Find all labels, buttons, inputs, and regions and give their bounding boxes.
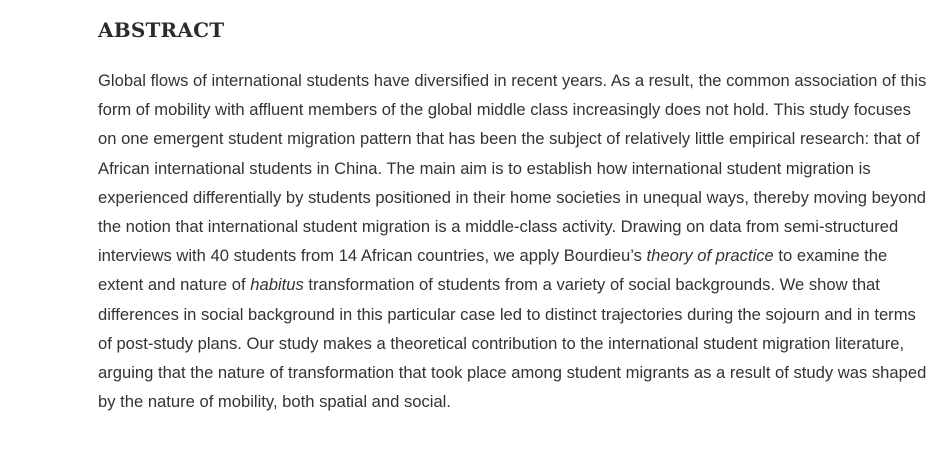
abstract-italic-term: theory of practice: [646, 246, 774, 266]
abstract-text: to examine the extent and nature of: [98, 246, 888, 295]
abstract-section: [98, 16, 928, 416]
abstract-body: [98, 66, 928, 416]
abstract-heading: ABSTRACT: [98, 18, 225, 42]
abstract-text: transformation of students from a variety of social backgrounds. We show that differences in social background in this particular case led to distinct trajectories during the sojourn and in terms of post-study plans. Our study makes a theoretical contribution to the international student migration literature, arguing that the nature of transformation that took place among student migrants as a result of study was shaped by the nature of mobility, both spatial and social.: [98, 275, 927, 412]
abstract-text: Global flows of international students have diversified in recent years. As a result, the common association of this form of mobility with affluent members of the global middle class increasingly does not hold. This study focuses on one emergent student migration pattern that has been the subject of relatively little empirical research: that of African international students in China. The main aim is to establish how international student migration is experienced differentially by students positioned in their home societies in unequal ways, thereby moving beyond the notion that international student migration is a middle-class activity. Drawing on data from semi-structured interviews with 40 students from 14 African countries, we apply Bourdieu’s: [98, 71, 927, 266]
abstract-italic-term: habitus: [250, 275, 304, 295]
